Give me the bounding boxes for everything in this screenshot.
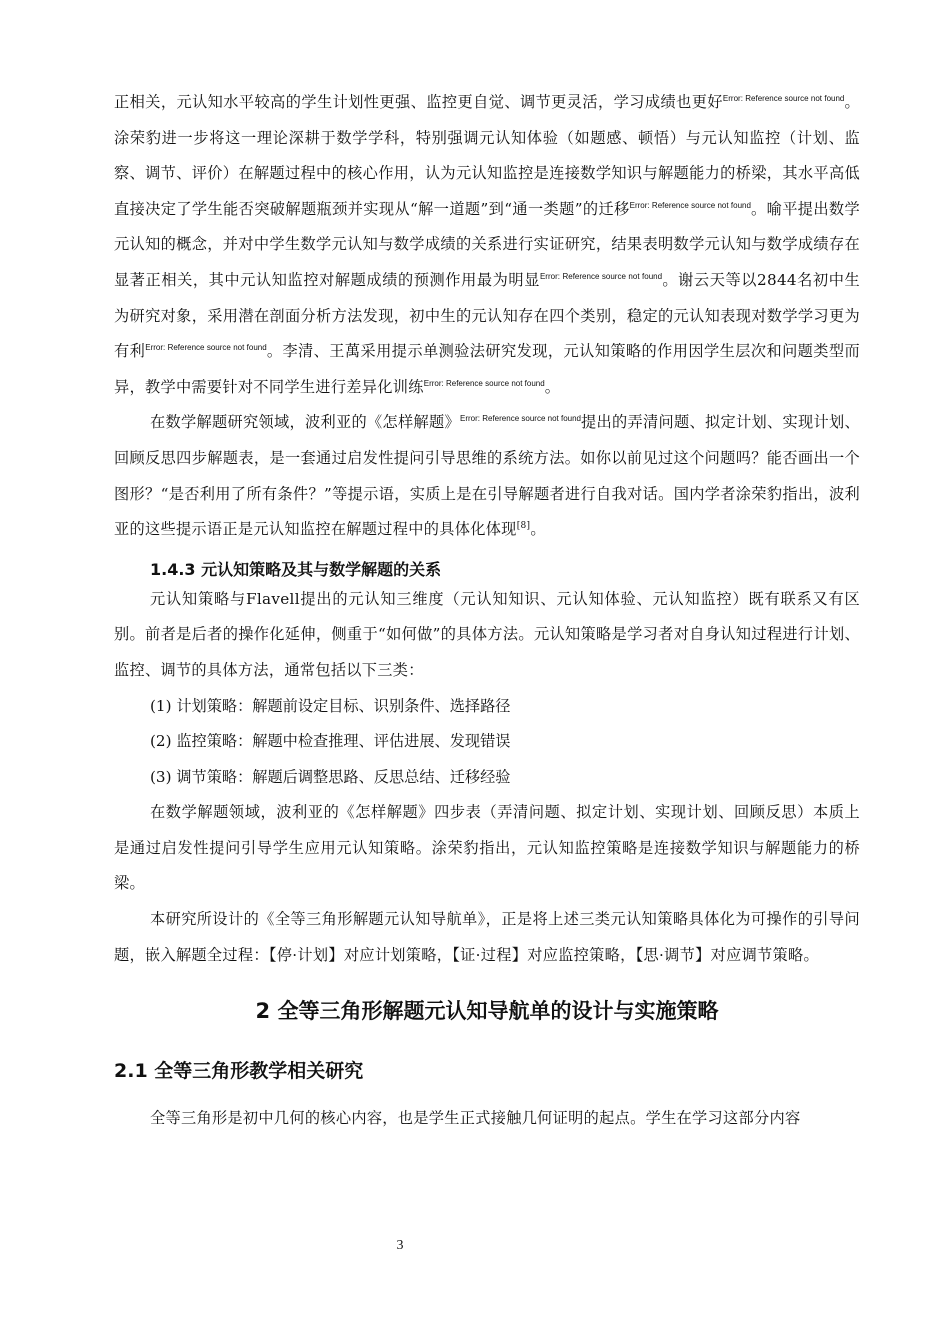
reference-error-note: Error: Reference source not found xyxy=(629,200,751,210)
reference-error-note: Error: Reference source not found xyxy=(423,378,545,388)
reference-error-note: Error: Reference source not found xyxy=(539,271,663,281)
section-heading-1-4-3: 1.4.3 元认知策略及其与数学解题的关系 xyxy=(150,559,442,579)
page-number: 3 xyxy=(396,1238,404,1253)
list-item-monitoring: (2) 监控策略：解题中检查推理、评估进展、发现错误 xyxy=(150,732,511,751)
page-body xyxy=(114,85,860,1137)
paragraph-polya xyxy=(114,405,860,547)
text-segment: 。李清、王萬采用提示单测验法研究发现，元认知策略的作用因学生层次和问题类型而异，教学中需要针对不同学生进行差异化训练 xyxy=(114,342,861,396)
text-segment: 提出的弄清问题、拟定计划、实现计划、回顾反思四步解题表，是一套通过启发性提问引导思维的系统方法。如你以前见过这个问题吗？能否画出一个图形？“是否利用了所有条件？”等提示语，实质上是在引导解题者进行自我对话。国内学者涂荣豹指出，波利亚的这些提示语正是元认知监控在解题过程中的具体化体现 xyxy=(114,413,861,539)
paragraph-strategy-definition: 元认知策略与Flavell提出的元认知三维度（元认知知识、元认知体验、元认知监控）既有联系又有区别。前者是后者的操作化延伸，侧重于“如何做”的具体方法。元认知策略是学习者对自身认知过程进行计划、监控、调节的具体方法，通常包括以下三类： xyxy=(114,589,860,679)
reference-error-note: Error: Reference source not found xyxy=(722,94,845,103)
text-segment: 。涂荣豹进一步将这一理论深耕于数学学科，特别强调元认知体验（如题感、顿悟）与元认知监控（计划、监察、调节、评价）在解题过程中的核心作用，认为元认知监控是连接数学知识与解题能力的桥梁，其水平高低直接决定了学生能否突破解题瓶颈并实现从“解一道题”到“通一类题”的迁移 xyxy=(114,93,861,218)
paragraph-polya-strategy: 在数学解题领域，波利亚的《怎样解题》四步表（弄清问题、拟定计划、实现计划、回顾反思）本质上是通过启发性提问引导学生应用元认知策略。涂荣豹指出，元认知监控策略是连接数学知识与解题能力的桥梁。 xyxy=(114,803,860,893)
text-segment: 。喻平提出数学元认知的概念，并对中学生数学元认知与数学成绩的关系进行实证研究，结果表明数学元认知与数学成绩存在显著正相关，其中元认知监控对解题成绩的预测作用最为明显 xyxy=(114,199,860,289)
text-segment: 正相关，元认知水平较高的学生计划性更强、监控更自觉、调节更灵活，学习成绩也更好 xyxy=(114,93,723,111)
citation-marker: [8] xyxy=(516,521,531,532)
paragraph-congruent-triangles: 全等三角形是初中几何的核心内容，也是学生正式接触几何证明的起点。学生在学习这部分内容 xyxy=(150,1109,801,1128)
text-segment: 。 xyxy=(544,377,561,396)
text-segment: 。 xyxy=(530,520,546,539)
paragraph-navigation-sheet: 本研究所设计的《全等三角形解题元认知导航单》，正是将上述三类元认知策略具体化为可操作的引导问题，嵌入解题全过程：【停·计划】对应计划策略，【证·过程】对应监控策略，【思·调节】对应调节策略。 xyxy=(114,910,860,964)
chapter-heading-2: 2 全等三角形解题元认知导航单的设计与实施策略 xyxy=(255,999,719,1024)
list-item-regulation: (3) 调节策略：解题后调整思路、反思总结、迁移经验 xyxy=(150,767,511,786)
text-segment: 在数学解题研究领域，波利亚的《怎样解题》 xyxy=(150,413,460,432)
list-item-planning: (1) 计划策略：解题前设定目标、识别条件、选择路径 xyxy=(150,696,511,715)
reference-error-note: Error: Reference source not found xyxy=(460,414,582,424)
section-heading-2-1: 2.1 全等三角形教学相关研究 xyxy=(114,1060,364,1083)
reference-error-note: Error: Reference source not found xyxy=(145,343,267,353)
text-segment: 。谢云天等以2844名初中生为研究对象，采用潜在剖面分析方法发现，初中生的元认知存在四个类别，稳定的元认知表现对数学学习更为有利 xyxy=(114,270,860,361)
paragraph-metacognition-research xyxy=(114,85,860,405)
